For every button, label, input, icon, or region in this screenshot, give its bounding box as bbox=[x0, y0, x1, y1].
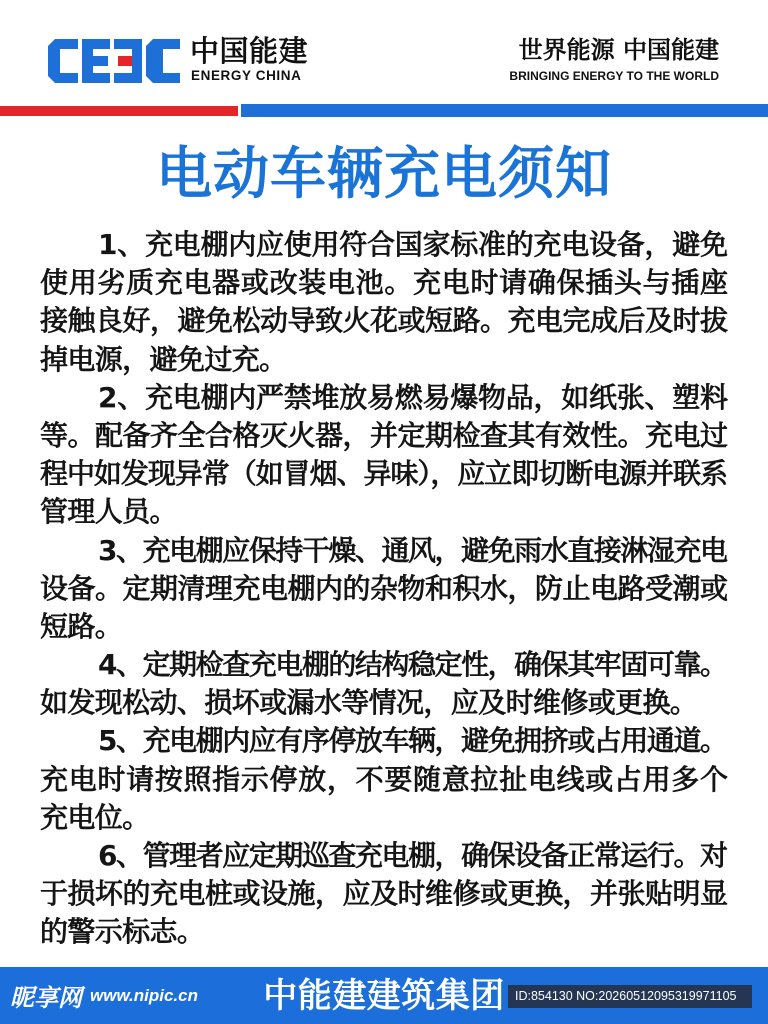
rule-line-text: 短路。 bbox=[40, 609, 123, 643]
rule-line bbox=[40, 493, 728, 531]
rule-6 bbox=[40, 837, 728, 952]
rule-line bbox=[40, 417, 728, 455]
slogan-cn: 世界能源 中国能建 bbox=[518, 36, 719, 64]
rule-line bbox=[40, 532, 728, 570]
footer-bar bbox=[0, 967, 768, 1024]
ceec-logo bbox=[48, 39, 180, 83]
rule-line-text: 充电时请按照指示停放，不要随意拉扯电线或占用多个 bbox=[40, 762, 729, 796]
rule-line-text: 接触良好，避免松动导致火花或短路。充电完成后及时拔 bbox=[40, 304, 728, 338]
rule-3 bbox=[40, 532, 728, 647]
rule-1 bbox=[40, 226, 728, 379]
organization-name: 中能建建筑集团 bbox=[263, 976, 505, 1016]
blue-divider-stripe bbox=[241, 104, 768, 117]
rule-line-text: 的警示标志。 bbox=[40, 915, 205, 949]
rule-line bbox=[40, 608, 728, 646]
rule-line-text: 充电位。 bbox=[40, 800, 150, 834]
rule-line-text: 4、定期检查充电棚的结构稳定性，确保其牢固可靠。 bbox=[98, 648, 727, 682]
header bbox=[0, 0, 768, 104]
rule-line-text: 1、充电棚内应使用符合国家标准的充电设备，避免 bbox=[98, 228, 728, 261]
rule-line bbox=[40, 875, 728, 913]
rule-line-text: 3、充电棚应保持干燥、通风，避免雨水直接淋湿充电 bbox=[98, 533, 727, 567]
rule-line-text: 5、充电棚内应有序停放车辆，避免拥挤或占用通道。 bbox=[98, 724, 727, 758]
rule-line bbox=[40, 226, 728, 264]
rule-line bbox=[40, 455, 728, 493]
red-divider-stripe bbox=[0, 106, 238, 116]
rule-line-text: 6、管理者应定期巡查充电棚，确保设备正常运行。对 bbox=[98, 839, 727, 872]
image-id-box bbox=[508, 985, 752, 1008]
rule-line bbox=[40, 646, 728, 684]
rule-line bbox=[40, 761, 728, 799]
rule-line-text: 2、充电棚内严禁堆放易燃易爆物品，如纸张、塑料 bbox=[98, 380, 728, 414]
watermark-site-name: 昵享网 bbox=[10, 984, 82, 1012]
rule-line bbox=[40, 341, 728, 379]
rule-4 bbox=[40, 646, 728, 722]
brand-name-cn: 中国能建 bbox=[190, 34, 309, 68]
rule-line-text: 程中如发现异常（如冒烟、异味），应立即切断电源并联系 bbox=[40, 457, 727, 491]
rule-line bbox=[40, 722, 728, 760]
notice-title: 电动车辆充电须知 bbox=[156, 142, 612, 207]
rule-line bbox=[40, 913, 728, 951]
rule-line-text: 使用劣质充电器或改装电池。充电时请确保插头与插座 bbox=[40, 266, 729, 300]
rule-line-text: 设备。定期清理充电棚内的杂物和积水，防止电路受潮或 bbox=[40, 571, 728, 605]
rule-line bbox=[40, 570, 728, 608]
rule-line-text: 管理人员。 bbox=[40, 495, 177, 529]
rule-line bbox=[40, 684, 728, 722]
brand-name-en: ENERGY CHINA bbox=[191, 68, 302, 83]
rule-2 bbox=[40, 379, 728, 532]
slogan-en: BRINGING ENERGY TO THE WORLD bbox=[509, 69, 719, 83]
rule-5 bbox=[40, 722, 728, 837]
rule-line bbox=[40, 302, 728, 340]
rule-line bbox=[40, 379, 728, 417]
rule-line bbox=[40, 799, 728, 837]
rule-line-text: 如发现松动、损坏或漏水等情况，应及时维修或更换。 bbox=[40, 686, 698, 720]
rule-line bbox=[40, 264, 728, 302]
image-id-text: ID:854130 NO:20260512095319971105 bbox=[515, 989, 737, 1003]
rule-line-text: 等。配备齐全合格灭火器，并定期检查其有效性。充电过 bbox=[40, 418, 728, 452]
notice-body bbox=[40, 226, 728, 952]
watermark-url: www.nipic.cn bbox=[90, 985, 198, 1005]
rule-line bbox=[40, 837, 728, 875]
slogan bbox=[509, 36, 719, 83]
rule-line-text: 于损坏的充电桩或设施，应及时维修或更换，并张贴明显 bbox=[40, 877, 728, 911]
rule-line-text: 掉电源，避免过充。 bbox=[40, 342, 287, 376]
